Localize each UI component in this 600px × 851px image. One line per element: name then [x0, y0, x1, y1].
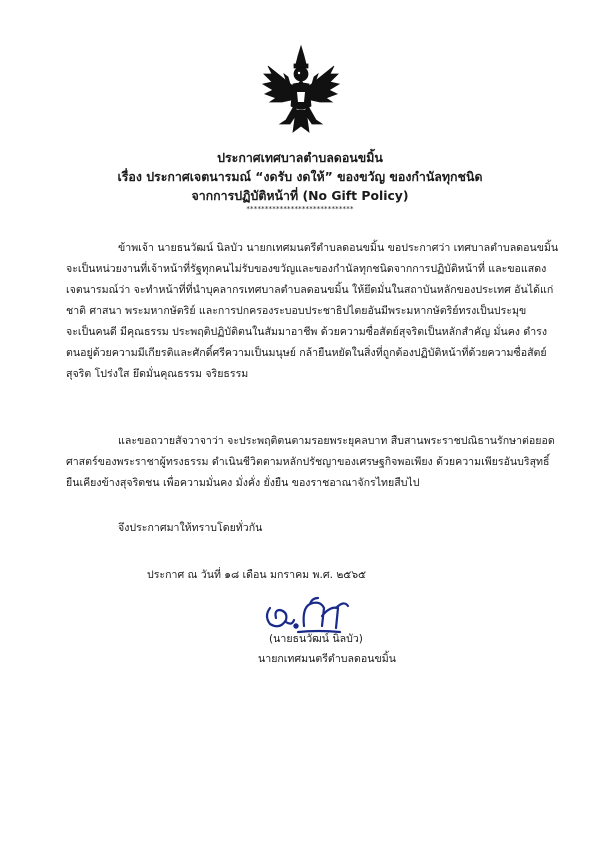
- body-paragraph-2: [66, 431, 558, 494]
- announcement-subject: เรื่อง ประกาศเจตนารมณ์ “งดรับ งดให้” ของขวัญ ของกำนัลทุกชนิด: [117, 169, 483, 184]
- announcement-date: ประกาศ ณ วันที่ ๑๘ เดือน มกราคม พ.ศ. ๒๕๖๕: [147, 569, 367, 581]
- body-paragraph-1: [66, 238, 559, 385]
- signer-position: นายกเทศมนตรีตำบลดอนขมิ้น: [258, 653, 396, 665]
- paragraph-line: จึงประกาศมาให้ทราบโดยทั่วกัน: [118, 522, 263, 534]
- garuda-emblem-icon: [260, 44, 342, 136]
- body-paragraph-3: [118, 518, 558, 539]
- paragraph-line: เจตนารมณ์ว่า จะทำหน้าที่ที่นำบุคลากรเทศบาลตำบลดอนขมิ้น ให้ยึดมั่นในสถาบันหลักของประเทศ อันได้แก่: [66, 284, 554, 296]
- paragraph-line: ข้าพเจ้า นายธนวัฒน์ นิลบัว นายกเทศมนตรีตำบลดอนขมิ้น ขอประกาศว่า เทศบาลตำบลดอนขมิ้น: [118, 242, 559, 254]
- announcement-subject-policy: จากการปฏิบัติหน้าที่ (No Gift Policy): [191, 188, 409, 203]
- paragraph-line: จะเป็นคนดี มีคุณธรรม ประพฤติปฏิบัติตนในสัมมาอาชีพ ด้วยความซื่อสัตย์สุจริตเป็นหลักสำคัญ มั่นคง ดำรง: [66, 326, 548, 338]
- announcement-title: ประกาศเทศบาลตำบลดอนขมิ้น: [217, 150, 383, 165]
- paragraph-line: และขอถวายสัจวาจาว่า จะประพฤติตนตามรอยพระยุคลบาท สืบสานพระราชปณิธานรักษาต่อยอด: [118, 435, 555, 447]
- paragraph-line: จะเป็นหน่วยงานที่เจ้าหน้าที่รัฐทุกคนไม่รับของขวัญและของกำนัลทุกชนิดจากการปฏิบัติหน้าที่ และขอแสดง: [66, 263, 547, 275]
- title-separator: *****************************: [246, 205, 354, 213]
- paragraph-line: ยืนเคียงข้างสุจริตชน เพื่อความมั่นคง มั่งคั่ง ยั่งยืน ของราชอาณาจักรไทยสืบไป: [66, 477, 420, 489]
- paragraph-line: ศาสตร์ของพระราชาผู้ทรงธรรม ดำเนินชีวิตตามหลักปรัชญาของเศรษฐกิจพอเพียง ด้วยความเพียรอันบริสุทธิ์: [66, 456, 550, 468]
- signer-name: (นายธนวัฒน์ นิลบัว): [269, 633, 363, 645]
- paragraph-line: ตนอยู่ด้วยความมีเกียรติและศักดิ์ศรีความเป็นมนุษย์ กล้ายืนหยัดในสิ่งที่ถูกต้องปฏิบัติหน้าที่ด้วยความซื่อสัตย์: [66, 347, 547, 359]
- paragraph-line: สุจริต โปร่งใส ยึดมั่นคุณธรรม จริยธรรม: [66, 368, 249, 380]
- paragraph-line: ชาติ ศาสนา พระมหากษัตริย์ และการปกครองระบอบประชาธิปไตยอันมีพระมหากษัตริย์ทรงเป็นประมุข: [66, 305, 527, 317]
